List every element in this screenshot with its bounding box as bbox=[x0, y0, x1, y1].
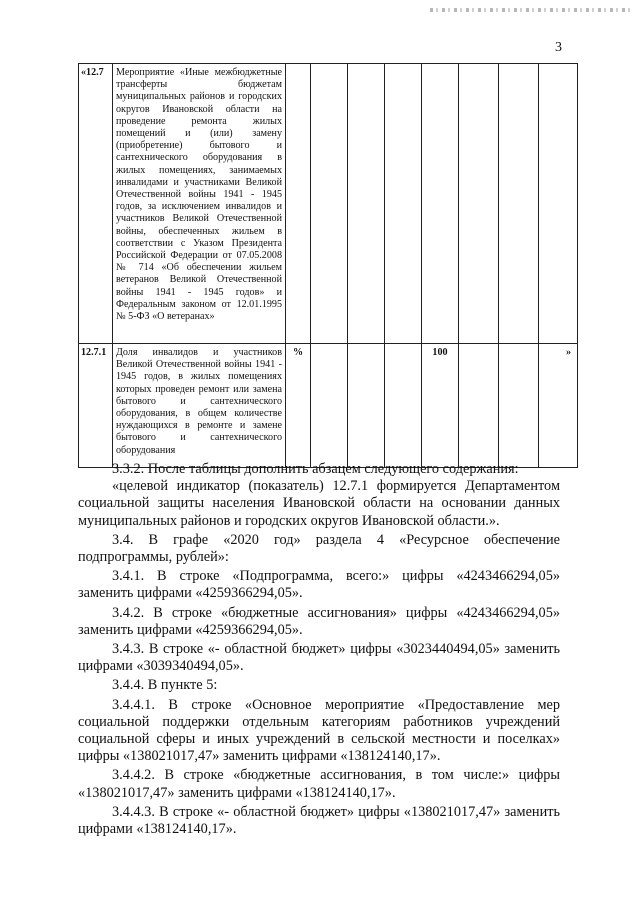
paragraph: 3.4.1. В строке «Подпрограмма, всего:» цифры «4243466294,05» заменить цифрами «4259366294,05». bbox=[78, 568, 560, 602]
row-number: «12.7 bbox=[79, 64, 113, 344]
paragraph: 3.4.4.2. В строке «бюджетные ассигнования, в том числе:» цифры «138021017,47» заменить цифрами «138124140,17». bbox=[78, 767, 560, 801]
paragraph: 3.4.2. В строке «бюджетные ассигнования» цифры «4243466294,05» заменить цифрами «4259366294,05». bbox=[78, 604, 560, 638]
paragraph: 3.4.4. В пункте 5: bbox=[112, 677, 218, 694]
table-cell-close-quote: » bbox=[539, 344, 578, 468]
paragraph: 3.4. В графе «2020 год» раздела 4 «Ресурсное обеспечение подпрограммы, рублей»: bbox=[78, 531, 560, 566]
amendment-text bbox=[78, 461, 560, 838]
row-description: Доля инвалидов и участников Великой Отечественной войны 1941 - 1945 годов, в жилых помещениях которых проведен ремонт или замена бытового и сантехнического оборудования, в общем количестве нуждающихся в ремонте и замене бытового и сантехнического оборудования bbox=[113, 344, 286, 468]
indicator-table bbox=[78, 63, 578, 468]
table-row bbox=[79, 344, 578, 468]
table-cell bbox=[459, 344, 499, 468]
table-cell bbox=[311, 64, 348, 344]
paragraph: 3.3.2. После таблицы дополнить абзацем следующего содержания: bbox=[112, 461, 519, 477]
table-cell-value: 100 bbox=[422, 344, 459, 468]
row-number: 12.7.1 bbox=[79, 344, 113, 468]
table-cell bbox=[539, 64, 578, 344]
table-cell bbox=[348, 64, 385, 344]
table-cell bbox=[385, 344, 422, 468]
table-cell bbox=[311, 344, 348, 468]
paragraph: 3.4.4.1. В строке «Основное мероприятие «Предоставление мер социальной поддержки отдельным категориям работников учреждений социальной сферы и иных учреждений в сельской местности и поселках» цифры «138021017,47» заменить цифрами «138124140,17». bbox=[78, 696, 560, 765]
row-unit bbox=[286, 64, 311, 344]
table-cell bbox=[348, 344, 385, 468]
row-description: Мероприятие «Иные межбюджетные трансферты бюджетам муниципальных районов и городских округов Ивановской области на проведение ремонта жилых помещений и (или) замену (приобретение) бытового и сантехнического оборудования в жилых помещениях, занимаемых инвалидами и участниками Великой Отечественной войны 1941 - 1945 годов, за исключением инвалидов и участников Великой Отечественной войны, обеспеченных жильем в соответствии с Указом Президента Российской Федерации от 07.05.2008 № 714 «Об обеспечении жильем ветеранов Великой Отечественной войны 1941 - 1945 годов» и Федеральным законом от 12.01.1995 № 5-ФЗ «О ветеранах» bbox=[113, 64, 286, 344]
table-cell bbox=[499, 344, 539, 468]
table-cell bbox=[499, 64, 539, 344]
row-unit: % bbox=[286, 344, 311, 468]
table-row bbox=[79, 64, 578, 344]
table-cell bbox=[385, 64, 422, 344]
paragraph: 3.4.4.3. В строке «- областной бюджет» цифры «138021017,47» заменить цифрами «138124140,17». bbox=[78, 803, 560, 838]
table-cell bbox=[422, 64, 459, 344]
paragraph: «целевой индикатор (показатель) 12.7.1 формируется Департаментом социальной защиты населения Ивановской области на основании данных муниципальных районов и городских округов Ивановской области.». bbox=[78, 478, 560, 529]
paragraph: 3.4.3. В строке «- областной бюджет» цифры «3023440494,05» заменить цифрами «3039340494,05». bbox=[78, 641, 560, 675]
page-number: 3 bbox=[555, 40, 562, 55]
scan-artifact bbox=[430, 8, 630, 12]
table-cell bbox=[459, 64, 499, 344]
